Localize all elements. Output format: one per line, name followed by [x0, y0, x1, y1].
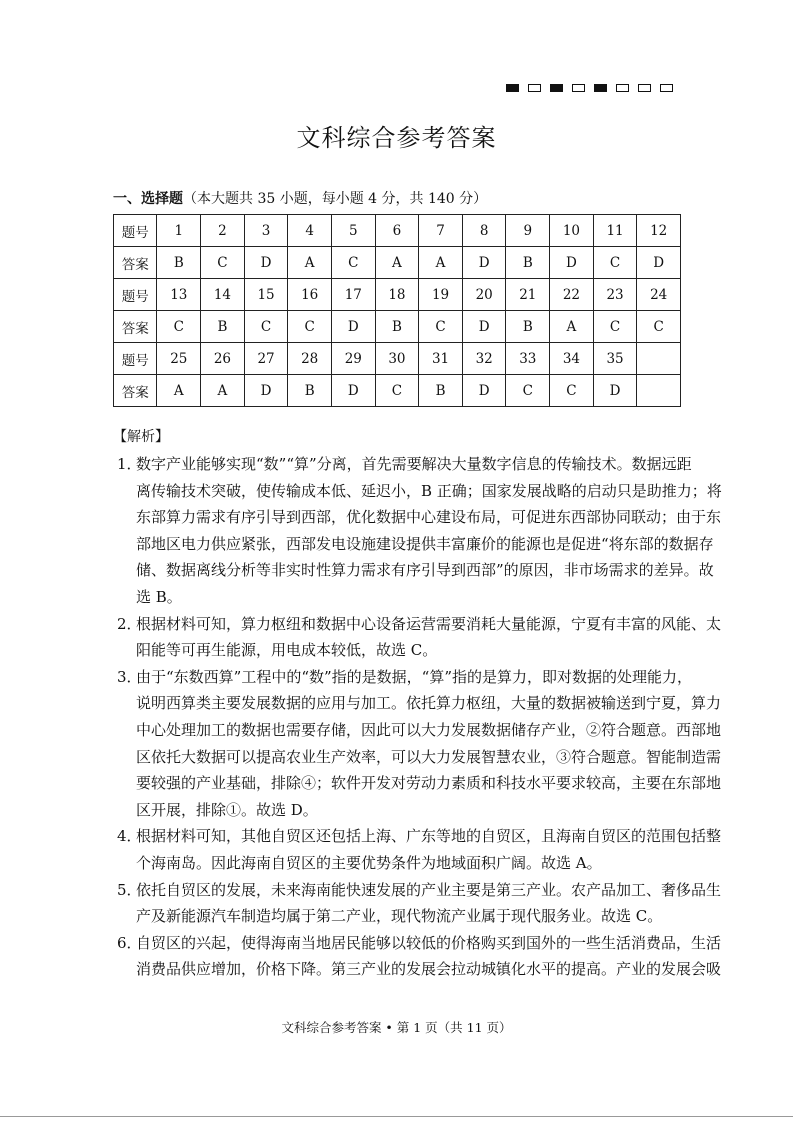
- page-footer: 文科综合参考答案 • 第 1 页（共 11 页）: [281, 1020, 512, 1035]
- table-cell: 32: [462, 343, 506, 375]
- table-cell: 21: [506, 279, 550, 311]
- line-text: 阳能等可再生能源，用电成本较低，故选 C。: [136, 641, 438, 660]
- line-text: 消费品供应增加，价格下降。第三产业的发展会拉动城镇化水平的提高。产业的发展会吸: [136, 960, 722, 979]
- row-header-cell: 题号: [114, 215, 157, 247]
- table-cell: B: [201, 311, 245, 343]
- analysis-line: [117, 850, 687, 877]
- table-cell: B: [288, 375, 332, 407]
- analysis-item: [117, 611, 722, 664]
- analysis-line: [117, 717, 722, 744]
- table-cell: B: [506, 247, 550, 279]
- analysis-line: [117, 531, 714, 558]
- table-row: [114, 343, 681, 375]
- line-text: 东部算力需求有序引导到西部，优化数据中心建设布局，可促进东西部协同联动；由于东: [136, 508, 722, 527]
- table-cell: C: [157, 311, 201, 343]
- item-number: 2．: [117, 614, 142, 633]
- analysis-line: [117, 664, 693, 691]
- line-text: 区依托大数据可以提高农业生产效率，可以大力发展智慧农业，③符合题意。智能制造需: [136, 747, 722, 766]
- line-text: 由于“东数西算”工程中的“数”指的是数据，“算”指的是算力，即对数据的处理能力，: [136, 667, 693, 686]
- table-row: [114, 311, 681, 343]
- table-cell: 9: [506, 215, 550, 247]
- item-number: 3．: [117, 667, 142, 686]
- analysis-item: [117, 451, 722, 611]
- table-cell: C: [288, 311, 332, 343]
- table-cell: [637, 375, 681, 407]
- analysis-line: [117, 478, 722, 505]
- line-text: 依托自贸区的发展，未来海南能快速发展的产业主要是第三产业。农产品加工、奢侈品生: [136, 880, 722, 899]
- table-cell: A: [201, 375, 245, 407]
- table-cell: D: [637, 247, 681, 279]
- table-cell: 13: [157, 279, 201, 311]
- table-cell: 10: [550, 215, 594, 247]
- section-label: 一、选择题: [113, 191, 183, 207]
- table-cell: C: [506, 375, 550, 407]
- table-cell: 29: [331, 343, 375, 375]
- analysis-line: [117, 584, 687, 611]
- item-number: 1．: [117, 455, 142, 473]
- table-cell: 20: [462, 279, 506, 311]
- table-cell: 28: [288, 343, 332, 375]
- line-text: 说明西算类主要发展数据的应用与加工。依托算力枢纽，大量的数据被输送到宁夏，算力: [136, 694, 722, 713]
- table-cell: C: [637, 311, 681, 343]
- analysis-line: [117, 770, 722, 797]
- table-cell: 16: [288, 279, 332, 311]
- row-header-cell: 题号: [114, 279, 157, 311]
- table-cell: 3: [244, 215, 288, 247]
- analysis-line: [117, 611, 722, 638]
- table-cell: 17: [331, 279, 375, 311]
- table-cell: 14: [201, 279, 245, 311]
- table-cell: D: [462, 247, 506, 279]
- table-cell: 18: [375, 279, 419, 311]
- table-cell: A: [419, 247, 463, 279]
- row-header-cell: 答案: [114, 311, 157, 343]
- item-number: 4．: [117, 827, 142, 846]
- table-row: [114, 279, 681, 311]
- table-cell: A: [288, 247, 332, 279]
- table-cell: B: [157, 247, 201, 279]
- analysis-heading: 【解析】: [113, 429, 169, 445]
- table-cell: B: [506, 311, 550, 343]
- analysis-line: [117, 877, 722, 904]
- table-cell: 33: [506, 343, 550, 375]
- table-cell: 31: [419, 343, 463, 375]
- table-cell: 6: [375, 215, 419, 247]
- table-cell: 11: [593, 215, 637, 247]
- table-cell: 4: [288, 215, 332, 247]
- analysis-line: [117, 956, 722, 983]
- line-text: 自贸区的兴起，使得海南当地居民能够以较低的价格购买到国外的一些生活消费品，生活: [136, 933, 722, 952]
- table-cell: 27: [244, 343, 288, 375]
- bottom-divider: [0, 1116, 793, 1117]
- analysis-line: [117, 690, 722, 717]
- line-text: 根据材料可知，算力枢纽和数据中心设备运营需要消耗大量能源，宁夏有丰富的风能、太: [136, 614, 722, 633]
- line-text: 离传输技术突破，使传输成本低、延迟小，B 正确；国家发展战略的启动只是助推力；将: [136, 481, 722, 500]
- table-cell: D: [244, 375, 288, 407]
- table-cell: D: [462, 311, 506, 343]
- analysis-list: [117, 451, 722, 983]
- table-cell: 19: [419, 279, 463, 311]
- analysis-line: [117, 823, 722, 850]
- table-cell: D: [244, 247, 288, 279]
- table-cell: A: [550, 311, 594, 343]
- section-note: （本大题共 35 小题，每小题 4 分，共 140 分）: [183, 191, 488, 207]
- analysis-item: [117, 823, 722, 876]
- table-cell: 23: [593, 279, 637, 311]
- analysis-line: [117, 903, 687, 930]
- table-cell: C: [331, 247, 375, 279]
- table-cell: B: [375, 311, 419, 343]
- line-text: 中心处理加工的数据也需要存储，因此可以大力发展数据储存产业，②符合题意。西部地: [136, 720, 722, 739]
- table-cell: D: [462, 375, 506, 407]
- header-decoration: [506, 84, 673, 92]
- table-cell: 7: [419, 215, 463, 247]
- analysis-line: [117, 744, 722, 771]
- table-cell: A: [375, 247, 419, 279]
- analysis-line: [117, 637, 687, 664]
- table-row: [114, 215, 681, 247]
- table-cell: C: [419, 311, 463, 343]
- line-text: 区开展，排除①。故选 D。: [136, 800, 318, 819]
- table-cell: [637, 343, 681, 375]
- answer-table: [113, 214, 681, 407]
- row-header-cell: 答案: [114, 247, 157, 279]
- analysis-item: [117, 877, 722, 930]
- table-cell: 8: [462, 215, 506, 247]
- line-text: 选 B。: [136, 587, 182, 606]
- table-row: [114, 375, 681, 407]
- item-number: 5．: [117, 880, 142, 899]
- analysis-item: [117, 664, 722, 824]
- analysis-line: [117, 451, 692, 478]
- table-cell: D: [550, 247, 594, 279]
- table-cell: 2: [201, 215, 245, 247]
- item-number: 6．: [117, 933, 142, 952]
- table-cell: D: [331, 311, 375, 343]
- table-cell: C: [201, 247, 245, 279]
- line-text: 个海南岛。因此海南自贸区的主要优势条件为地域面积广阔。故选 A。: [136, 853, 602, 872]
- table-cell: 12: [637, 215, 681, 247]
- line-text: 部地区电力供应紧张，西部发电设施建设提供丰富廉价的能源也是促进“将东部的数据存: [136, 534, 714, 553]
- table-cell: C: [593, 247, 637, 279]
- table-cell: 26: [201, 343, 245, 375]
- line-text: 储、数据离线分析等非实时性算力需求有序引导到西部”的原因，非市场需求的差异。故: [136, 561, 714, 580]
- line-text: 要较强的产业基础，排除④；软件开发对劳动力素质和科技水平要求较高，主要在东部地: [136, 774, 722, 793]
- table-cell: B: [419, 375, 463, 407]
- table-row: [114, 247, 681, 279]
- row-header-cell: 答案: [114, 375, 157, 407]
- table-cell: 1: [157, 215, 201, 247]
- table-cell: 24: [637, 279, 681, 311]
- table-cell: 25: [157, 343, 201, 375]
- section-heading: [113, 188, 487, 208]
- table-cell: C: [550, 375, 594, 407]
- table-cell: 34: [550, 343, 594, 375]
- table-cell: 5: [331, 215, 375, 247]
- table-cell: 22: [550, 279, 594, 311]
- analysis-line: [117, 930, 722, 957]
- analysis-line: [117, 797, 687, 824]
- table-cell: 15: [244, 279, 288, 311]
- table-cell: D: [593, 375, 637, 407]
- line-text: 产及新能源汽车制造均属于第二产业，现代物流产业属于现代服务业。故选 C。: [136, 907, 663, 926]
- table-cell: C: [593, 311, 637, 343]
- row-header-cell: 题号: [114, 343, 157, 375]
- line-text: 数字产业能够实现“数”“算”分离，首先需要解决大量数字信息的传输技术。数据远距: [136, 455, 692, 473]
- line-text: 根据材料可知，其他自贸区还包括上海、广东等地的自贸区，且海南自贸区的范围包括整: [136, 827, 722, 846]
- analysis-line: [117, 557, 714, 584]
- table-cell: A: [157, 375, 201, 407]
- page-title: 文科综合参考答案: [296, 124, 497, 152]
- table-cell: 35: [593, 343, 637, 375]
- table-cell: C: [244, 311, 288, 343]
- analysis-line: [117, 504, 722, 531]
- table-cell: 30: [375, 343, 419, 375]
- table-cell: D: [331, 375, 375, 407]
- table-cell: C: [375, 375, 419, 407]
- analysis-item: [117, 930, 722, 983]
